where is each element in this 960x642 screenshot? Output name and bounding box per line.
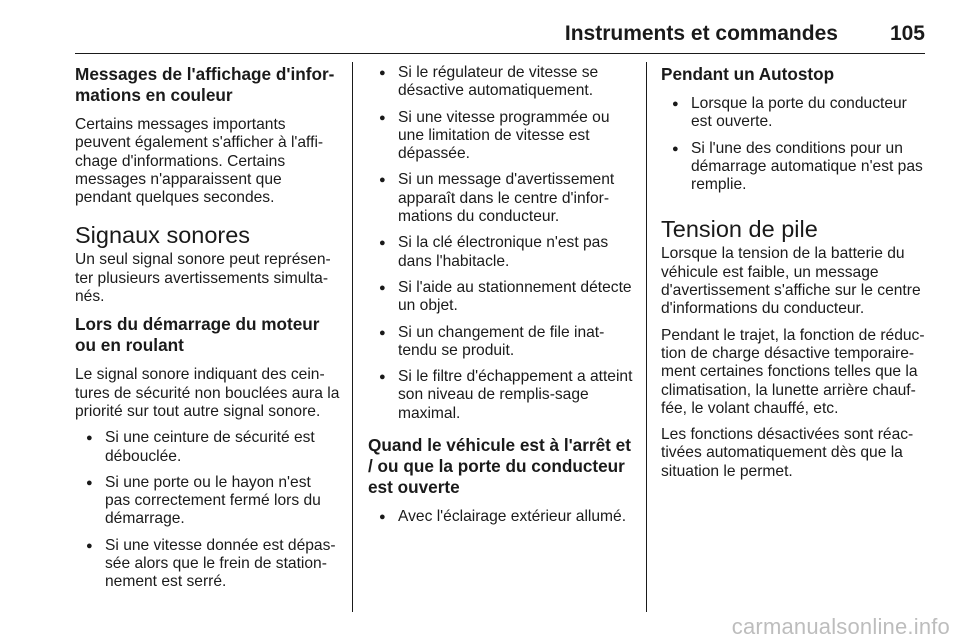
list-item: ● Si l'aide au stationnement détecte un objet. (368, 279, 634, 316)
bullet-list-right (661, 95, 926, 194)
column-right (661, 64, 926, 489)
heading-autostop: Pendant un Autostop (661, 64, 835, 84)
paragraph-reactivation: Les fonctions désactivées sont réac-tivées automatiquement dès que la situation le permet. (661, 426, 914, 480)
page-number: 105 (889, 22, 925, 45)
list-item: ● Si un message d'avertissement apparaît dans le centre d'infor-mations du conducteur. (368, 171, 634, 226)
paragraph-important-messages: Certains messages importants peuvent également s'afficher à l'affi-chage d'informations. Certains messages n'apparaissent que pendant quelques secondes. (75, 116, 324, 207)
column-divider-right (646, 62, 647, 612)
heading-battery-voltage: Tension de pile (661, 216, 818, 243)
bullet-list-left (75, 429, 340, 591)
list-item: ● Si une ceinture de sécurité est débouclée. (75, 429, 340, 466)
list-item: ● Si une porte ou le hayon n'est pas correctement fermé lors du démarrage. (75, 474, 340, 529)
bullet-list-middle-2 (368, 508, 634, 526)
header-rule (75, 53, 925, 54)
list-item: ● Si l'une des conditions pour un démarrage automatique n'est pas remplie. (661, 140, 926, 195)
paragraph-load-reduction: Pendant le trajet, la fonction de réduc-tion de charge désactive temporaire-ment certaines fonctions telles que la climatisation, la lunette arrière chauf-fée, le volant chauffé, etc. (661, 326, 925, 417)
section-title: Instruments et commandes (564, 22, 838, 45)
list-item: ● Lorsque la porte du conducteur est ouverte. (661, 95, 926, 132)
list-item: ● Avec l'éclairage extérieur allumé. (368, 508, 634, 526)
watermark-text: carmanualsonline.info (731, 614, 950, 639)
heading-color-info-messages: Messages de l'affichage d'infor- mations en couleur (75, 64, 335, 105)
list-item: ● Si la clé électronique n'est pas dans l'habitacle. (368, 234, 634, 271)
list-item: ● Si une vitesse programmée ou une limitation de vitesse est dépassée. (368, 109, 634, 164)
heading-vehicle-stopped: Quand le véhicule est à l'arrêt et / ou que la porte du conducteur est ouverte (368, 435, 631, 498)
paragraph-single-signal: Un seul signal sonore peut représen-ter plusieurs avertissements simulta-nés. (75, 251, 331, 306)
column-middle (368, 64, 634, 534)
heading-engine-start-driving: Lors du démarrage du moteur ou en roulant (75, 314, 320, 356)
list-item: ● Si une vitesse donnée est dépas-sée alors que le frein de station-nement est serré. (75, 537, 340, 592)
column-divider-left (352, 62, 353, 612)
list-item: ● Si le régulateur de vitesse se désactive automatiquement. (368, 64, 634, 101)
list-item: ● Si un changement de file inat-tendu se produit. (368, 324, 634, 361)
list-item: ● Si le filtre d'échappement a atteint son niveau de remplis-sage maximal. (368, 368, 634, 423)
bullet-list-middle (368, 64, 634, 423)
heading-audible-signals: Signaux sonores (75, 222, 251, 249)
paragraph-low-voltage: Lorsque la tension de la batterie du véhicule est faible, un message d'avertissement s'affiche sur le centre d'informations du conducteur. (661, 245, 921, 318)
column-left (75, 64, 340, 600)
paragraph-seatbelt-priority: Le signal sonore indiquant des cein-tures de sécurité non bouclées aura la priorité sur tout autre signal sonore. (75, 366, 340, 420)
page-header (75, 22, 925, 46)
